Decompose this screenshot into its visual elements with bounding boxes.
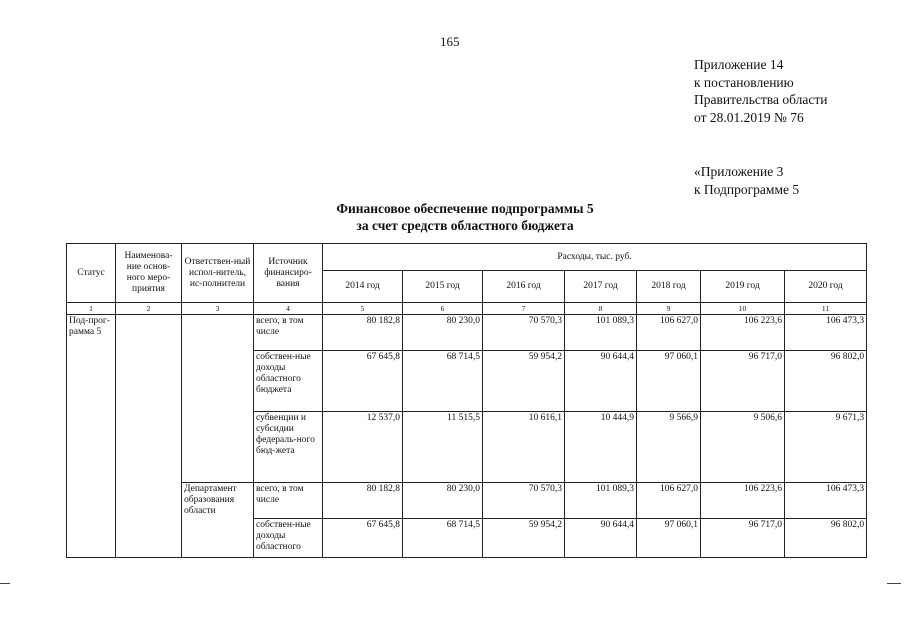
- value-cell: 96 717,0: [701, 351, 785, 412]
- appendix-line: «Приложение 3: [694, 164, 784, 179]
- table-row: [67, 315, 867, 351]
- value-cell: 67 645,8: [323, 519, 403, 558]
- header-year: 2014 год: [323, 271, 403, 303]
- value-cell: 106 223,6: [701, 483, 785, 519]
- value-cell: 67 645,8: [323, 351, 403, 412]
- header-row: [67, 244, 867, 271]
- column-number: 10: [701, 303, 785, 315]
- value-cell: 90 644,4: [565, 519, 637, 558]
- value-cell: 12 537,0: [323, 412, 403, 483]
- executor-cell-empty: [182, 315, 254, 483]
- value-cell: 68 714,5: [403, 519, 483, 558]
- value-cell: 106 473,3: [785, 483, 867, 519]
- column-number-row: [67, 303, 867, 315]
- header-year: 2015 год: [403, 271, 483, 303]
- source-cell: всего, в том числе: [254, 315, 323, 351]
- value-cell: 101 089,3: [565, 483, 637, 519]
- column-number: 2: [116, 303, 182, 315]
- appendix-line: от 28.01.2019 № 76: [694, 109, 804, 125]
- value-cell: 80 182,8: [323, 315, 403, 351]
- page-number: 165: [440, 34, 460, 49]
- value-cell: 80 230,0: [403, 315, 483, 351]
- source-cell: собствен-ные доходы областного: [254, 519, 323, 558]
- header-year: 2018 год: [637, 271, 701, 303]
- column-number: 8: [565, 303, 637, 315]
- column-number: 6: [403, 303, 483, 315]
- appendix-line: Правительства области: [694, 92, 828, 107]
- value-cell: 97 060,1: [637, 519, 701, 558]
- column-number: 9: [637, 303, 701, 315]
- header-year: 2016 год: [483, 271, 565, 303]
- value-cell: 11 515,5: [403, 412, 483, 483]
- value-cell: 106 627,0: [637, 483, 701, 519]
- financing-table: [66, 243, 867, 558]
- value-cell: 96 802,0: [785, 519, 867, 558]
- column-number: 5: [323, 303, 403, 315]
- title-line: Финансовое обеспечение подпрограммы 5: [336, 201, 594, 216]
- value-cell: 96 802,0: [785, 351, 867, 412]
- value-cell: 9 506,6: [701, 412, 785, 483]
- value-cell: 9 671,3: [785, 412, 867, 483]
- column-number: 7: [483, 303, 565, 315]
- value-cell: 68 714,5: [403, 351, 483, 412]
- source-cell: собствен-ные доходы областного бюджета: [254, 351, 323, 412]
- value-cell: 10 444,9: [565, 412, 637, 483]
- header-year: 2017 год: [565, 271, 637, 303]
- activity-cell: [116, 315, 182, 558]
- value-cell: 106 627,0: [637, 315, 701, 351]
- value-cell: 101 089,3: [565, 315, 637, 351]
- header-expenses: Расходы, тыс. руб.: [323, 244, 867, 271]
- column-number: 3: [182, 303, 254, 315]
- column-number: 11: [785, 303, 867, 315]
- document-title: [300, 200, 630, 234]
- value-cell: 96 717,0: [701, 519, 785, 558]
- status-cell: Под-прог-рамма 5: [67, 315, 116, 558]
- value-cell: 70 570,3: [483, 315, 565, 351]
- appendix-line: к постановлению: [694, 74, 794, 90]
- value-cell: 106 473,3: [785, 315, 867, 351]
- header-source: Источник финансиро-вания: [254, 244, 323, 303]
- value-cell: 90 644,4: [565, 351, 637, 412]
- source-cell: субвенции и субсидии федераль-ного бюд-жета: [254, 412, 323, 483]
- value-cell: 80 182,8: [323, 483, 403, 519]
- appendix-block: [694, 56, 827, 126]
- scan-edge-mark: [887, 583, 901, 584]
- header-executor: Ответствен-ный испол-нитель, ис-полнители: [182, 244, 254, 303]
- source-cell: всего, в том числе: [254, 483, 323, 519]
- appendix-line: Приложение 14: [694, 57, 784, 72]
- value-cell: 106 223,6: [701, 315, 785, 351]
- value-cell: 59 954,2: [483, 519, 565, 558]
- header-year: 2020 год: [785, 271, 867, 303]
- value-cell: 97 060,1: [637, 351, 701, 412]
- value-cell: 10 616,1: [483, 412, 565, 483]
- column-number: 1: [67, 303, 116, 315]
- value-cell: 59 954,2: [483, 351, 565, 412]
- value-cell: 70 570,3: [483, 483, 565, 519]
- column-number: 4: [254, 303, 323, 315]
- header-status: Статус: [67, 244, 116, 303]
- table-row: [67, 483, 867, 519]
- value-cell: 9 566,9: [637, 412, 701, 483]
- appendix-block-2: [694, 163, 799, 198]
- executor-cell: Департамент образования области: [182, 483, 254, 558]
- title-line: за счет средств областного бюджета: [356, 218, 574, 233]
- header-year: 2019 год: [701, 271, 785, 303]
- header-activity: Наименова-ние основ-ного меро-приятия: [116, 244, 182, 303]
- scan-edge-mark: [0, 583, 10, 584]
- value-cell: 80 230,0: [403, 483, 483, 519]
- appendix-line: к Подпрограмме 5: [694, 181, 800, 197]
